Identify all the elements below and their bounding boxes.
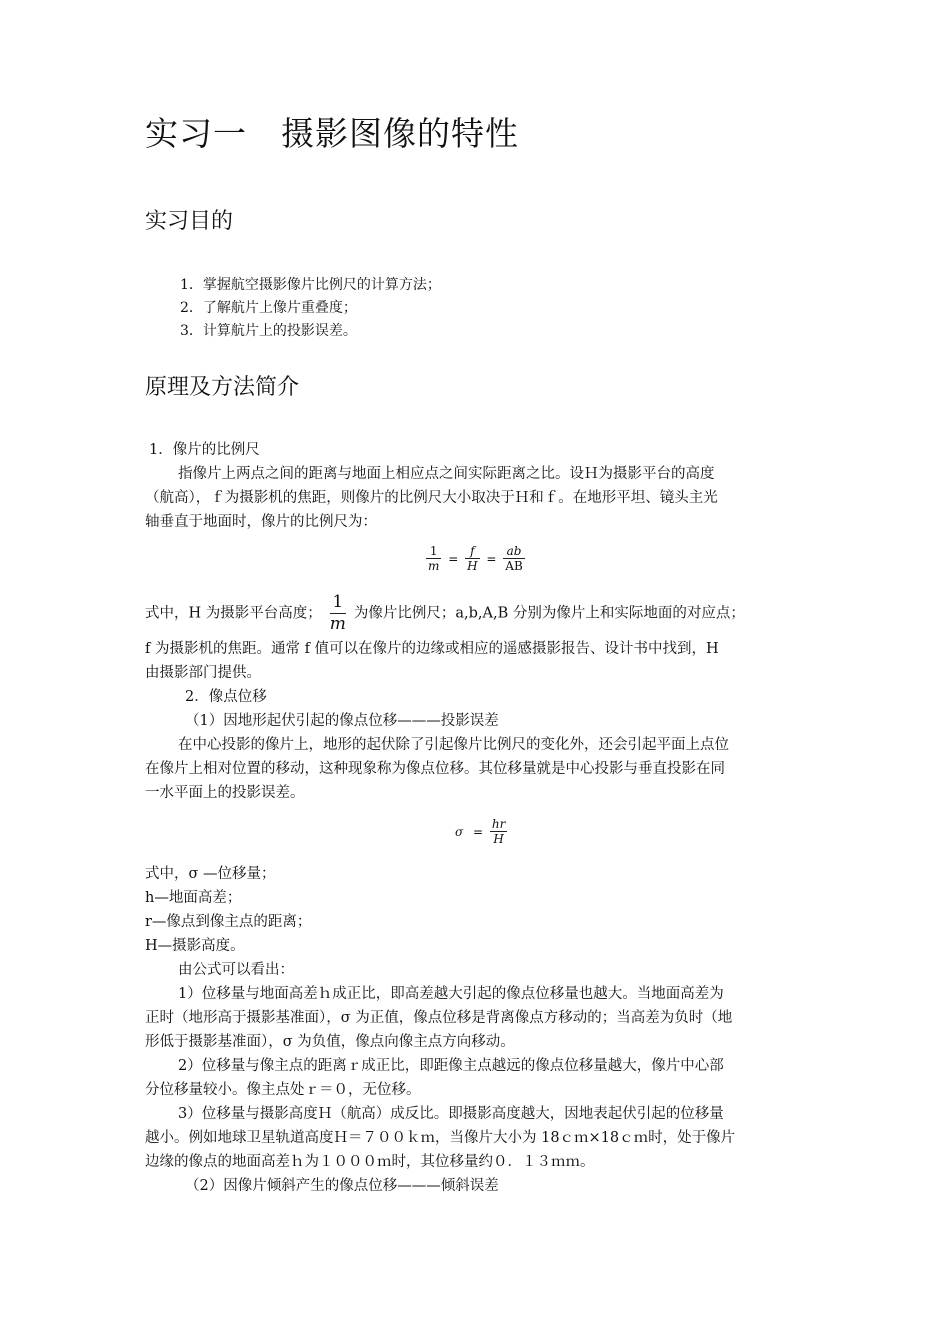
scale-paragraph: [145, 438, 807, 534]
definition-line: r—像点到像主点的距离；: [145, 914, 312, 930]
section-heading-objective: 实习目的: [145, 209, 234, 234]
list-item: 2．了解航片上像片重叠度；: [180, 300, 357, 316]
definition-line: h—地面高差；: [145, 890, 242, 906]
fraction: [426, 544, 441, 573]
text-line: （航高），ｆ为摄影机的焦距，则像片的比例尺大小取决于Ｈ和ｆ。在地形平坦、镜头主光: [145, 490, 718, 506]
fraction-denominator: H: [467, 559, 478, 573]
equals-sign: =: [486, 551, 497, 566]
subsection-title: 2．像点位移: [185, 689, 267, 705]
text-line: 1）位移量与地面高差ｈ成正比，即高差越大引起的像点位移量也越大。当地面高差为: [178, 986, 724, 1002]
list-item: 1．掌握航空摄影像片比例尺的计算方法；: [180, 277, 441, 293]
text-line: 分位移量较小。像主点处ｒ＝０，无位移。: [145, 1082, 421, 1098]
subsection-subtitle: （1）因地形起伏引起的像点位移———投影误差: [185, 713, 499, 729]
text-line: 由摄影部门提供。: [145, 665, 261, 681]
fraction-numerator: hr: [491, 817, 506, 831]
text-line: 在像片上相对位置的移动，这种现象称为像点位移。其位移量就是中心投影与垂直投影在同: [145, 761, 725, 777]
text-line: 2）位移量与像主点的距离ｒ成正比，即距像主点越远的像点位移量越大，像片中心部: [178, 1058, 724, 1074]
fraction: [503, 544, 524, 573]
fraction-numerator: ab: [503, 544, 524, 559]
text-line: 在中心投影的像片上，地形的起伏除了引起像片比例尺的变化外，还会引起平面上点位: [178, 737, 729, 753]
objective-list: [180, 274, 441, 343]
fraction-numerator: 1: [330, 592, 346, 614]
text-line: 越小。例如地球卫星轨道高度Ｈ＝７００ｋｍ，当像片大小为 18ｃｍ×18ｃｍ时，处于像片: [145, 1130, 736, 1146]
fraction-numerator: 1: [426, 544, 441, 559]
subsection-title: 1．像片的比例尺: [149, 442, 260, 458]
definition-line: 式中，σ —位移量；: [145, 866, 276, 882]
text-line: 3）位移量与摄影高度Ｈ（航高）成反比。即摄影高度越大，因地表起伏引起的位移量: [178, 1106, 724, 1122]
fraction: [490, 817, 507, 846]
text-line: 形低于摄影基准面），σ 为负值，像点向像主点方向移动。: [145, 1034, 515, 1050]
text-line: f 为摄影机的焦距。通常 f 值可以在像片的边缘或相应的遥感摄影报告、设计书中找到，H: [145, 641, 719, 657]
subsection-subtitle: （2）因像片倾斜产生的像点位移———倾斜误差: [185, 1178, 499, 1194]
text-line: 一水平面上的投影误差。: [145, 785, 305, 801]
list-item: 3．计算航片上的投影误差。: [180, 323, 357, 339]
definition-line: H—摄影高度。: [145, 938, 245, 954]
displacement-explanation: [145, 862, 807, 1198]
fraction-denominator: m: [428, 559, 440, 573]
inline-fraction: [330, 592, 346, 635]
equals-sign: =: [448, 551, 459, 566]
scale-formula: [426, 544, 525, 573]
equals-sign: =: [473, 824, 484, 839]
text-fragment: 为像片比例尺；a,b,A,B 分别为像片上和实际地面的对应点；: [353, 605, 745, 622]
text-line: 轴垂直于地面时，像片的比例尺为：: [145, 514, 377, 530]
text-line: 边缘的像点的地面高差ｈ为１０００ｍ时，其位移量约０．１３ｍｍ。: [145, 1154, 595, 1170]
fraction: [465, 544, 479, 573]
fraction-denominator: AB: [505, 559, 523, 573]
text-line: 正时（地形高于摄影基准面），σ 为正值，像点位移是背离像点方移动的；当高差为负时（地: [145, 1010, 733, 1026]
text-line: 由公式可以看出：: [178, 962, 294, 978]
text-line: [145, 592, 807, 635]
formula-lhs: σ: [455, 824, 464, 839]
section-heading-principle: 原理及方法简介: [145, 375, 300, 400]
fraction-denominator: m: [329, 614, 346, 634]
fraction-numerator: f: [465, 544, 479, 559]
text-line: 指像片上两点之间的距离与地面上相应点之间实际距离之比。设Ｈ为摄影平台的高度: [178, 466, 715, 482]
displacement-formula: [452, 817, 507, 846]
page-title: 实习一 摄影图像的特性: [145, 114, 519, 153]
fraction-denominator: H: [493, 832, 504, 846]
text-fragment: 式中，H 为摄影平台高度；: [145, 605, 322, 622]
scale-explanation: [145, 592, 807, 805]
